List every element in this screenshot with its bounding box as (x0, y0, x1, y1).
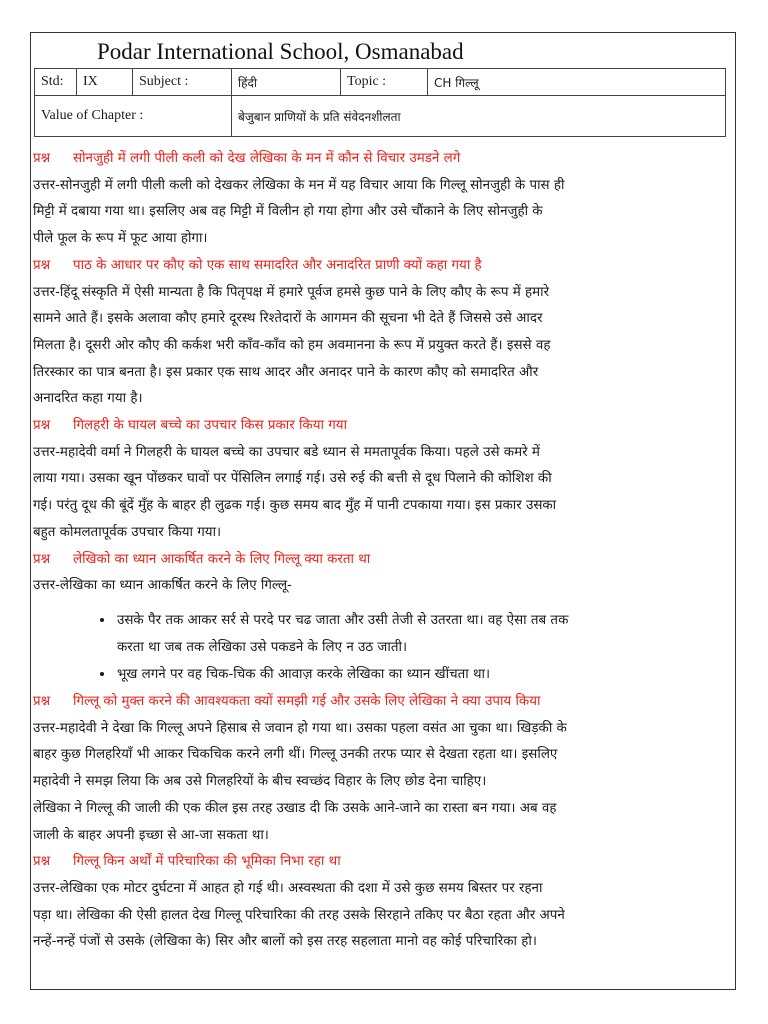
answer-line: पीले फूल के रूप में फूट आया होगा। (33, 231, 208, 247)
answer-line: उत्तर-महादेवी ने देखा कि गिल्लू अपने हिसाब से जवान हो गया था। उसका पहला वसंत आ चुका था। खिड़की के (33, 720, 567, 736)
question-text: पाठ के आधार पर कौए को एक साथ समादरित और अनादरित प्राणी क्यों कहा गया है (73, 257, 482, 273)
answer-bullet-item (115, 607, 733, 661)
question-label: प्रश्न (33, 551, 51, 567)
question-text: गिल्लू को मुक्त करने की आवश्यकता क्यों समझी गई और उसके लिए लेखिका ने क्या उपाय किया (73, 694, 541, 710)
question-text: गिलहरी के घायल बच्चे का उपचार किस प्रकार किया गया (73, 418, 348, 434)
answer-bullet-list (33, 607, 733, 689)
question-text: सोनजुही में लगी पीली कली को देख लेखिका के मन में कौन से विचार उमडने लगे (73, 151, 461, 166)
std-label: Std: (35, 69, 77, 96)
question-2 (33, 253, 733, 280)
question-label: प्रश्न (33, 257, 51, 273)
answer-line: उत्तर-हिंदू संस्कृति में ऐसी मान्यता है कि पितृपक्ष में हमारे पूर्वज हमसे कुछ पाने के लिए कौए के रूप में हमारे (33, 284, 550, 300)
question-5 (33, 689, 733, 716)
answer-line: उत्तर-लेखिका का ध्यान आकर्षित करने के लिए गिल्लू- (33, 578, 292, 594)
qa-content (33, 146, 733, 956)
bullet-line: करता था जब तक लेखिका उसे पकडने के लिए न उठ जाती। (117, 639, 408, 655)
answer-line: बाहर कुछ गिलहरियाँ भी आकर चिकचिक करने लगी थीं। गिल्लू उनकी तरफ प्यार से देखता रहता था। इसलिए (33, 747, 558, 763)
answer-line: लाया गया। उसका खून पोंछकर घावों पर पेंसिलिन लगाई गई। उसे रुई की बत्ती से दूध पिलाने की कोशिश की (33, 471, 552, 487)
question-6 (33, 849, 733, 876)
bullet-line: • भूख लगने पर वह चिक-चिक की आवाज़ करके लेखिका का ध्यान खींचता था। (117, 667, 491, 683)
topic-value: CH गिल्लू (428, 69, 726, 96)
question-label: प्रश्न (33, 694, 51, 710)
answer-line: सामने आते हैं। इसके अलावा कौए हमारे दूरस्थ रिश्तेदारों के आगमन की सूचना भी देते हैं जिससे उसे आदर (33, 311, 543, 327)
answer-line: मिट्टी में दबाया गया था। इसलिए अब वह मिट्टी में विलीन हो गया होगा और उसे चौंकाने के लिए सोनजुही के (33, 204, 543, 220)
info-table (34, 68, 726, 137)
answer-line: अनादरित कहा गया है। (33, 391, 143, 407)
answer-line: मिलता है। दूसरी ओर कौए की कर्कश भरी काँव-काँव को हम अवमानना के रूप में प्रयुक्त करते हैं। इससे वह (33, 337, 551, 353)
answer-line: उत्तर-सोनजुही में लगी पीली कली को देखकर लेखिका के मन में यह विचार आया कि गिल्लू सोनजुही के पास ही (33, 177, 565, 193)
std-value: IX (77, 69, 133, 96)
question-4 (33, 547, 733, 574)
question-text: गिल्लू किन अर्थों में परिचारिका की भूमिका निभा रहा था (73, 854, 341, 870)
subject-label: Subject : (133, 69, 232, 96)
question-label: प्रश्न (33, 418, 51, 434)
answer-line: उत्तर-महादेवी वर्मा ने गिलहरी के घायल बच्चे का उपचार बडे ध्यान से ममतापूर्वक किया। पहले उसे कमरे में (33, 444, 540, 460)
bullet-line: • उसके पैर तक आकर सर्र से परदे पर चढ जाता और उसी तेजी से उतरता था। वह ऐसा तब तक (117, 612, 569, 628)
answer-line: बहुत कोमलतापूर्वक उपचार किया गया। (33, 524, 222, 540)
subject-value: हिंदी (232, 69, 341, 96)
value-label: Value of Chapter : (35, 96, 232, 137)
topic-label: Topic : (341, 69, 428, 96)
question-label: प्रश्न (33, 151, 51, 166)
answer-line: महादेवी ने समझ लिया कि अब उसे गिलहरियों के बीच स्वच्छंद विहार के लिए छोड देना चाहिए। (33, 774, 487, 790)
answer-line: लेखिका ने गिल्लू की जाली की एक कील इस तरह उखाड दी कि उसके आने-जाने का रास्ता बन गया। अब वह (33, 800, 557, 816)
answer-line: उत्तर-लेखिका एक मोटर दुर्घटना में आहत हो गई थी। अस्वस्थता की दशा में उसे कुछ समय बिस्तर पर रहना (33, 880, 543, 896)
question-3 (33, 413, 733, 440)
value-text: बेजुबान प्राणियों के प्रति संवेदनशीलता (232, 96, 726, 137)
answer-line: जाली के बाहर अपनी इच्छा से आ-जा सकता था। (33, 827, 269, 843)
school-name: Podar International School, Osmanabad (97, 39, 464, 64)
answer-line: नन्हें-नन्हें पंजों से उसके (लेखिका के) सिर और बालों को इस तरह सहलाता मानो वह कोई परिचारिका हो। (33, 934, 537, 950)
question-label: प्रश्न (33, 854, 51, 870)
answer-bullet-item (115, 661, 733, 689)
answer-line: गई। परंतु दूध की बूंदें मुँह के बाहर ही लुढक गई। कुछ समय बाद मुँह में पानी टपकाया गया। इस प्रकार उसका (33, 498, 557, 514)
worksheet-page (30, 32, 736, 990)
question-text: लेखिको का ध्यान आकर्षित करने के लिए गिल्लू क्या करता था (73, 551, 371, 567)
question-1 (33, 146, 733, 173)
answer-line: पड़ा था। लेखिका की ऐसी हालत देख गिल्लू परिचारिका की तरह उसके सिरहाने तकिए पर बैठा रहता और अपने (33, 907, 565, 923)
answer-line: तिरस्कार का पात्र बनता है। इस प्रकार एक साथ आदर और अनादर पाने के कारण कौए को समादरित और (33, 364, 539, 380)
